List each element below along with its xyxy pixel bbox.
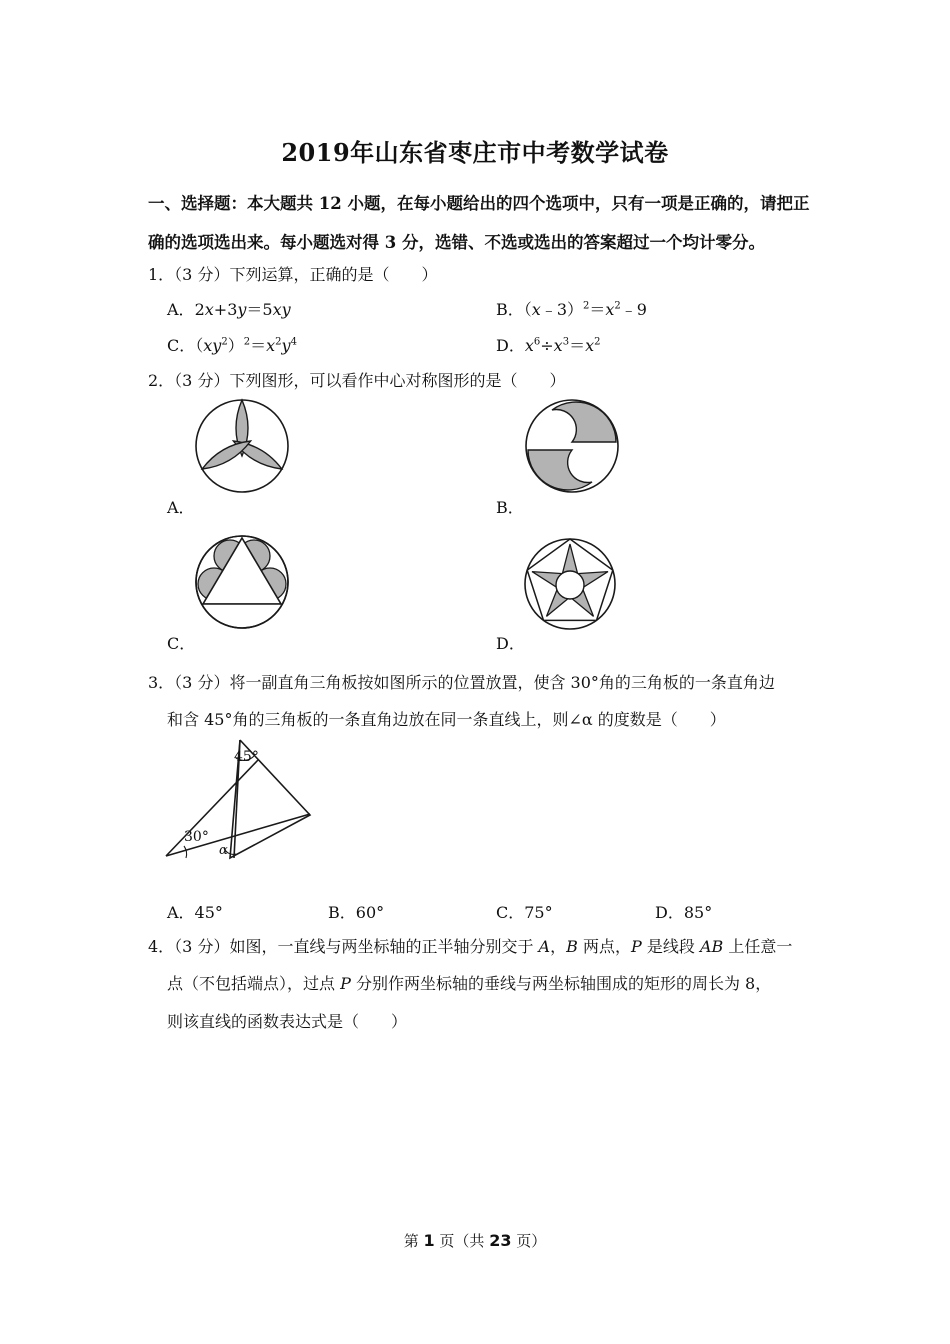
question-2-option-a[interactable]: A． (167, 498, 195, 517)
question-1-option-c[interactable]: C．$(xy^2)^2=x^2y^4$ (167, 336, 297, 355)
question-3-option-d[interactable]: D．85° (655, 903, 713, 922)
question-1-option-d[interactable]: D．$x^6\div x^3=x^2$ (496, 336, 601, 355)
question-1-stem: 1．（3 分）下列运算，正确的是（ ） (148, 265, 438, 284)
question-1-option-a[interactable]: A．2x+3y＝5xy (167, 300, 291, 319)
question-3-stem-line-2: 和含 45°角的三角板的一条直角边放在同一条直线上，则∠α 的度数是（ ） (167, 710, 726, 729)
figure-2d-star-pentagon[interactable] (522, 536, 618, 632)
figure-2b-swirl[interactable] (522, 396, 622, 496)
page-title: 2019年山东省枣庄市中考数学试卷 (281, 138, 669, 167)
figure-2a-three-petals[interactable] (192, 396, 292, 496)
question-2-option-c[interactable]: C． (167, 634, 196, 653)
question-2-option-b[interactable]: B． (496, 498, 524, 517)
question-2-stem: 2．（3 分）下列图形，可以看作中心对称图形的是（ ） (148, 371, 566, 390)
section-heading-line-2: 确的选项选出来。每小题选对得 3 分，选错、不选或选出的答案超过一个均计零分。 (148, 233, 765, 252)
figure-3-label-45: 45° (234, 749, 259, 765)
question-3-stem-line-1: 3．（3 分）将一副直角三角板按如图所示的位置放置，使含 30°角的三角板的一条直角边 (148, 673, 775, 692)
section-heading-line-1: 一、选择题：本大题共 12 小题，在每小题给出的四个选项中，只有一项是正确的，请把正 (148, 194, 810, 213)
question-1-option-b[interactable]: B．$(x﹣3)^2=x^2﹣9$ (496, 300, 647, 319)
figure-3-label-30: 30° (184, 829, 209, 845)
question-3-option-b[interactable]: B．60° (328, 903, 385, 922)
question-4-stem-line-2: 点（不包括端点），过点 P 分别作两坐标轴的垂线与两坐标轴围成的矩形的周长为 8， (167, 974, 772, 993)
question-4-stem-line-3: 则该直线的函数表达式是（ ） (167, 1012, 408, 1031)
page-footer: 第 1 页（共 23 页） (403, 1231, 547, 1250)
question-4-stem-line-1: 4．（3 分）如图，一直线与两坐标轴的正半轴分别交于 A，B 两点，P 是线段 AB 上任意一 (148, 937, 793, 956)
question-3-option-a[interactable]: A．45° (167, 903, 223, 922)
figure-2c-triangle-arcs[interactable] (192, 532, 292, 632)
question-3-option-c[interactable]: C．75° (496, 903, 553, 922)
question-2-option-d[interactable]: D． (496, 634, 525, 653)
figure-3-label-alpha: α (219, 843, 228, 858)
